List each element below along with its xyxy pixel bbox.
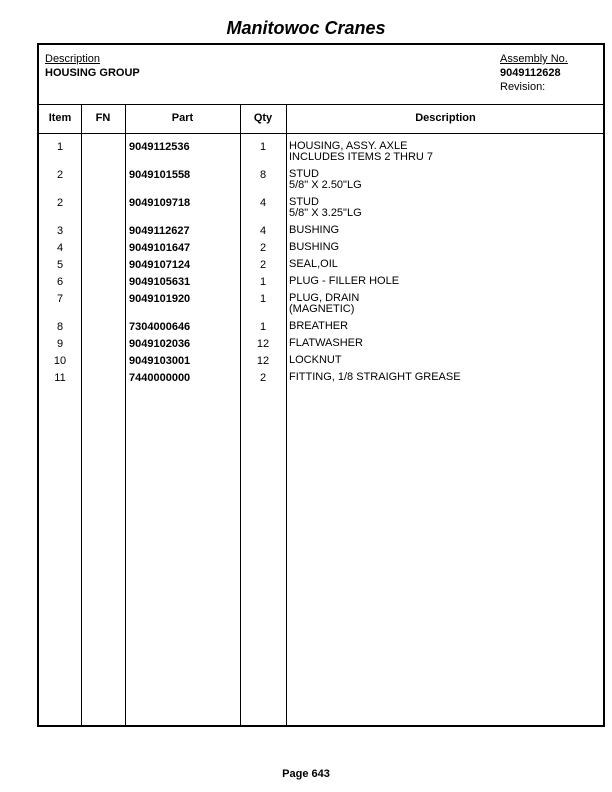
part-number: 7304000646: [129, 321, 191, 333]
item-number: 9: [56, 338, 64, 350]
quantity: 8: [259, 169, 267, 181]
description-line: INCLUDES ITEMS 2 THRU 7: [289, 151, 434, 163]
assembly-no-value: 9049112628: [500, 67, 561, 79]
description-line: HOUSING, ASSY. AXLE: [289, 140, 408, 152]
table-row: [39, 169, 603, 197]
part-number: 9049112536: [129, 141, 190, 153]
part-description: [289, 197, 362, 219]
description-label: Description: [45, 53, 101, 65]
item-number: 2: [56, 197, 64, 209]
part-number: 9049101920: [129, 293, 191, 305]
description-line: BUSHING: [289, 224, 340, 236]
table-row: [39, 338, 603, 355]
part-number: 9049101647: [129, 242, 191, 254]
part-description: [289, 242, 339, 253]
column-part: Part: [171, 112, 194, 124]
description-line: PLUG, DRAIN: [289, 292, 360, 304]
table-row: [39, 225, 603, 242]
part-description: [289, 259, 338, 270]
quantity: 1: [259, 321, 267, 333]
assembly-no-label: Assembly No.: [500, 53, 568, 65]
item-number: 2: [56, 169, 64, 181]
column-item: Item: [48, 112, 72, 124]
quantity: 2: [259, 242, 267, 254]
part-number: 9049101558: [129, 169, 191, 181]
table-row: [39, 242, 603, 259]
part-description: [289, 141, 433, 163]
part-number: 9049102036: [129, 338, 191, 350]
item-number: 4: [56, 242, 64, 254]
table-row: [39, 259, 603, 276]
column-description: Description: [415, 112, 476, 124]
quantity: 4: [259, 225, 267, 237]
part-number: 9049112627: [129, 225, 190, 237]
column-headers: [39, 104, 603, 134]
part-description: [289, 372, 461, 383]
description-line: 5/8" X 3.25"LG: [289, 207, 362, 219]
revision-label: Revision:: [500, 81, 546, 93]
table-row: [39, 355, 603, 372]
part-description: [289, 355, 342, 366]
item-number: 6: [56, 276, 64, 288]
part-description: [289, 321, 348, 332]
item-number: 10: [53, 355, 67, 367]
table-row: [39, 141, 603, 169]
table-row: [39, 321, 603, 338]
part-description: [289, 169, 362, 191]
page-title: Manitowoc Cranes: [226, 18, 386, 38]
description-value: HOUSING GROUP: [45, 67, 140, 79]
description-line: BUSHING: [289, 241, 340, 253]
table-row: [39, 197, 603, 225]
quantity: 2: [259, 372, 267, 384]
item-number: 1: [56, 141, 64, 153]
part-description: [289, 293, 359, 315]
description-line: LOCKNUT: [289, 354, 342, 366]
page-number: Page 643: [282, 768, 330, 780]
part-description: [289, 225, 339, 236]
description-line: BREATHER: [289, 320, 349, 332]
quantity: 2: [259, 259, 267, 271]
quantity: 1: [259, 293, 267, 305]
assembly-header: [39, 45, 603, 105]
description-line: FLATWASHER: [289, 337, 363, 349]
parts-list: [39, 141, 603, 389]
item-number: 5: [56, 259, 64, 271]
table-row: [39, 372, 603, 389]
table-row: [39, 293, 603, 321]
quantity: 12: [256, 355, 270, 367]
part-number: 9049109718: [129, 197, 191, 209]
item-number: 7: [56, 293, 64, 305]
quantity: 4: [259, 197, 267, 209]
quantity: 1: [259, 276, 267, 288]
description-line: (MAGNETIC): [289, 303, 355, 315]
description-line: FITTING, 1/8 STRAIGHT GREASE: [289, 371, 461, 383]
table-row: [39, 276, 603, 293]
part-number: 9049103001: [129, 355, 191, 367]
description-line: SEAL,OIL: [289, 258, 338, 270]
quantity: 1: [259, 141, 267, 153]
item-number: 8: [56, 321, 64, 333]
parts-table-frame: [37, 43, 605, 727]
description-line: 5/8" X 2.50"LG: [289, 179, 362, 191]
item-number: 11: [54, 372, 66, 384]
description-line: STUD: [289, 196, 319, 208]
column-qty: Qty: [253, 112, 273, 124]
column-fn: FN: [95, 112, 111, 124]
part-description: [289, 276, 399, 287]
part-number: 9049105631: [129, 276, 191, 288]
part-number: 7440000000: [129, 372, 191, 384]
item-number: 3: [56, 225, 64, 237]
description-line: STUD: [289, 168, 319, 180]
description-line: PLUG - FILLER HOLE: [289, 275, 400, 287]
quantity: 12: [256, 338, 270, 350]
part-description: [289, 338, 363, 349]
part-number: 9049107124: [129, 259, 191, 271]
